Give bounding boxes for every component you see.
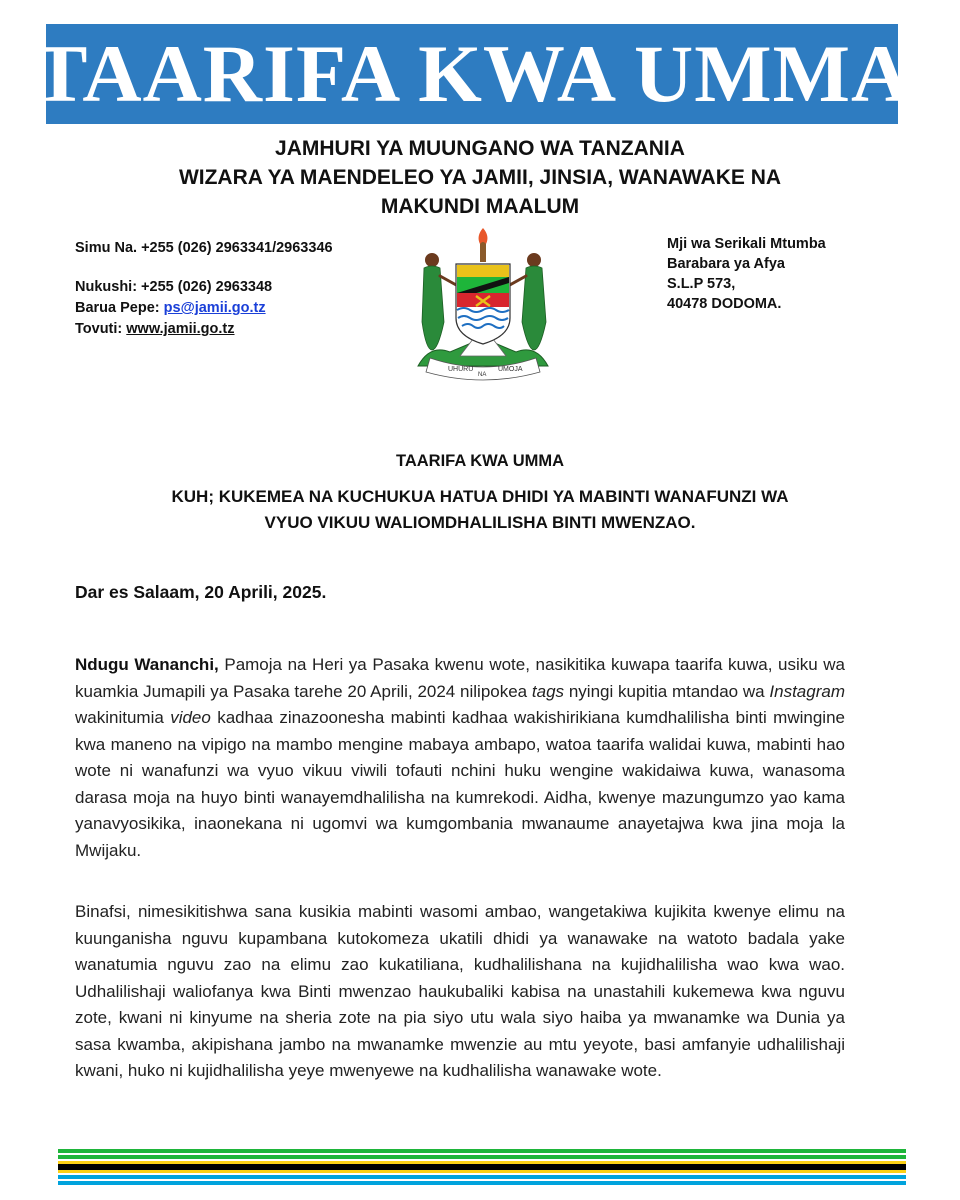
ministry-line: MAKUNDI MAALUM bbox=[380, 195, 580, 218]
national-flag-stripe-footer bbox=[58, 1147, 906, 1187]
notice-title: TAARIFA KWA UMMA bbox=[395, 452, 565, 470]
motto-left: UHURU bbox=[448, 366, 474, 373]
paragraph-text: Pamoja na Heri ya Pasaka kwenu wote, nasikitika kuwapa taarifa kuwa, usiku wa kuamkia Jumapili ya Pasaka tarehe 20 Aprili, 2024 nilipokea bbox=[75, 655, 846, 701]
ministry-line: JAMHURI YA MUUNGANO WA TANZANIA bbox=[275, 137, 685, 160]
website-line bbox=[75, 319, 333, 340]
address-line: Mji wa Serikali Mtumba bbox=[667, 236, 826, 252]
website-link[interactable]: www.jamii.go.tz bbox=[126, 321, 235, 337]
ministry-heading bbox=[0, 134, 960, 221]
motto-mid: NA bbox=[478, 372, 487, 378]
email-label: Barua Pepe: bbox=[75, 300, 164, 316]
fax-number: Nukushi: +255 (026) 2963348 bbox=[75, 279, 273, 295]
italic-term: tags bbox=[531, 681, 565, 701]
body-paragraph-1 bbox=[75, 652, 845, 864]
postal-address bbox=[667, 234, 826, 314]
ministry-line: WIZARA YA MAENDELEO YA JAMII, JINSIA, WANAWAKE NA bbox=[178, 166, 782, 189]
subject-line: VYUO VIKUU WALIOMDHALILISHA BINTI MWENZAO. bbox=[264, 513, 696, 532]
paragraph-text: kadhaa zinazoonesha mabinti kadhaa wakishirikiana kumdhalilisha binti mwingine kwa maneno na vipigo na mambo mengine mabaya ambapo, watoa taarifa walidai kuwa, mabinti hao wote ni wanafunzi wa vyuo vikuu viwili tofauti nchini huku wengine wakidaiwa kuwa, wanasoma darasa moja na huyo binti wanayemdhalilisha na kumrekodi. Aidha, kwenye mazungumzo yao kama yanavyosikika, inaonekana ni ugomvi wa kumgombania mwanaume anayetajwa kwa jina moja la Mwijaku. bbox=[75, 708, 845, 860]
subject-line: KUH; KUKEMEA NA KUCHUKUA HATUA DHIDI YA MABINTI WANAFUNZI WA bbox=[171, 487, 789, 506]
phone-number: Simu Na. +255 (026) 2963341/2963346 bbox=[75, 240, 333, 256]
salutation: Ndugu Wananchi, bbox=[75, 655, 219, 674]
email-line bbox=[75, 298, 333, 319]
notice-subject bbox=[0, 484, 960, 536]
address-line: Barabara ya Afya bbox=[667, 256, 785, 272]
banner-title: TAARIFA KWA UMMA bbox=[32, 28, 912, 119]
paragraph-text: wakinitumia bbox=[75, 708, 171, 727]
body-paragraph-2: Binafsi, nimesikitishwa sana kusikia mabinti wasomi ambao, wangetakiwa kujikita kwenye elimu na kuunganisha nguvu kupambana kutokomeza ukatili dhidi ya wanawake na watoto badala yake wanatumia nguvu zao na elimu zao kukatiliana, kudhalilishana na kujidhalilisha wao kwa wao. Udhalilishaji waliofanya kwa Binti mwenzao haukubaliki kabisa na unastahili kukemewa kwa nguvu zote, kwani ni kinyume na sheria zote na pia siyo utu wala siyo haiba ya mwanamke wa Dunia ya sasa kwamba, akipishana jambo na mwanamke mwenzie au mtu yeyote, basi amfanyie udhalilishaji kwani, huko ni kujidhalilisha yeye mwenyewe na kudhalilisha wanawake wote. bbox=[75, 902, 845, 1080]
contact-block bbox=[75, 238, 333, 340]
motto-right: UMOJA bbox=[498, 366, 523, 373]
coat-of-arms-emblem bbox=[410, 226, 556, 382]
italic-term: Instagram bbox=[769, 681, 845, 701]
italic-term: video bbox=[170, 708, 211, 727]
header-banner bbox=[32, 24, 912, 124]
address-line: 40478 DODOMA. bbox=[667, 296, 782, 312]
paragraph-text: nyingi kupitia mtandao wa bbox=[564, 681, 770, 701]
place-and-date: Dar es Salaam, 20 Aprili, 2025. bbox=[75, 582, 327, 602]
address-line: S.L.P 573, bbox=[667, 276, 736, 292]
email-link[interactable]: ps@jamii.go.tz bbox=[163, 300, 266, 316]
website-label: Tovuti: bbox=[75, 321, 127, 337]
